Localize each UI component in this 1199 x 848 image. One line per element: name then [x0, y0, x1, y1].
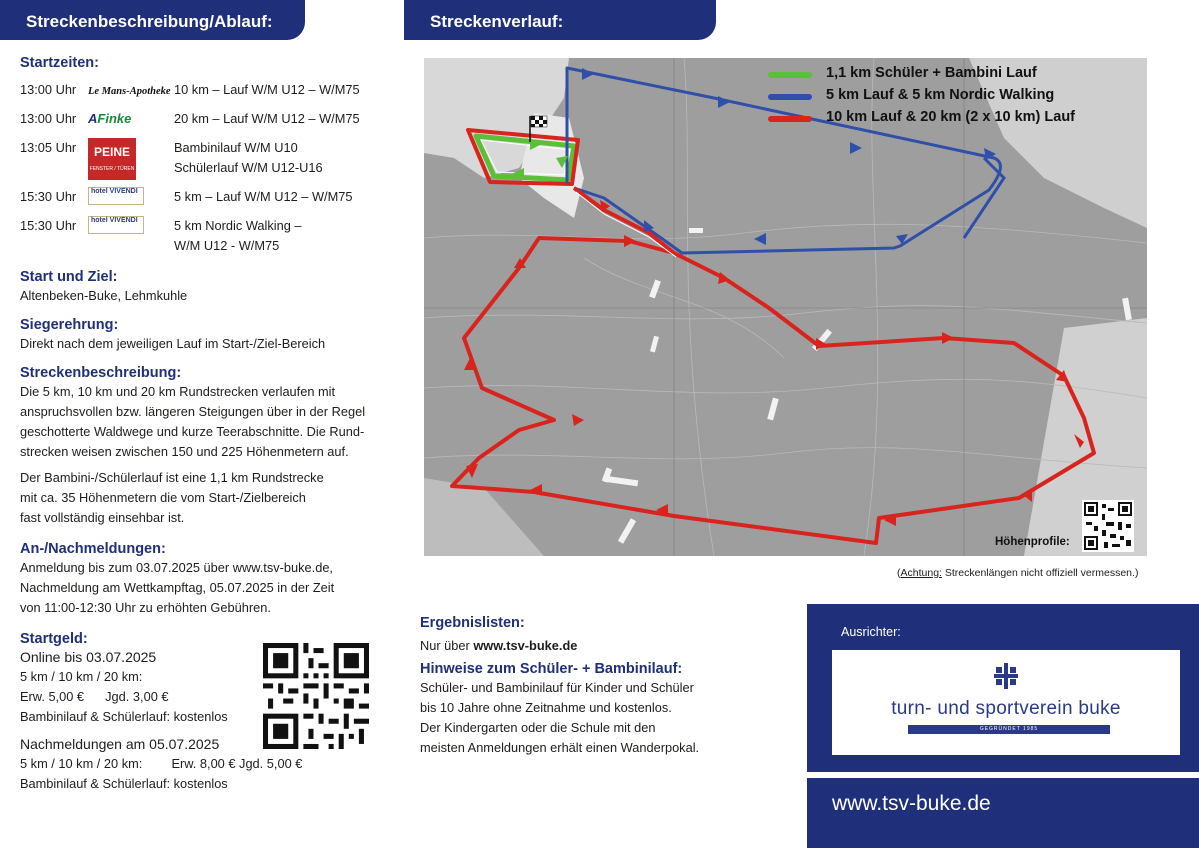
- heading-ergebnislisten: Ergebnislisten:: [420, 615, 525, 631]
- start-row: [20, 80, 400, 109]
- hinweise-text: [420, 678, 760, 758]
- text-line: Nachmeldung am Wettkampftag, 05.07.2025 in der Zeit: [20, 580, 335, 595]
- heading-startzeiten: Startzeiten:: [20, 55, 99, 71]
- legend-label: 1,1 km Schüler + Bambini Lauf: [826, 65, 1037, 81]
- section-header-streckenbeschreibung: [0, 0, 305, 40]
- ausrichter-label: Ausrichter:: [841, 625, 901, 639]
- start-time: 15:30 Uhr: [20, 189, 77, 204]
- ergebnislisten-text: [420, 636, 760, 656]
- start-row: [20, 216, 400, 262]
- ergebnislisten-link[interactable]: www.tsv-buke.de: [473, 638, 578, 653]
- section-header-streckenverlauf: [404, 0, 716, 40]
- note-text: Streckenlängen nicht offiziell vermessen.): [941, 567, 1139, 579]
- sponsor-logo-lemans: Le Mans-Apotheke: [88, 86, 171, 97]
- price-adult: Erw. 8,00 €: [171, 756, 236, 771]
- sponsor-logo-finke: AFinke: [88, 111, 132, 126]
- club-emblem-icon: [991, 663, 1021, 689]
- website-link[interactable]: www.tsv-buke.de: [832, 792, 991, 815]
- start-description-line: Bambinilauf W/M U10: [174, 140, 298, 155]
- legend-swatch-green: [768, 72, 812, 78]
- start-description: 10 km – Lauf W/M U12 – W/M75: [174, 82, 360, 97]
- hoehenprofile-label: Höhenprofile:: [995, 536, 1070, 548]
- ausrichter-box: [807, 604, 1199, 772]
- price-youth: Jgd. 5,00 €: [239, 756, 303, 771]
- price-adult: Erw. 5,00 €: [20, 689, 85, 704]
- start-description: [174, 216, 302, 256]
- text-line: bis 10 Jahre ohne Zeitnahme und kostenlos.: [420, 700, 672, 715]
- legend-label: 5 km Lauf & 5 km Nordic Walking: [826, 87, 1055, 103]
- club-logo: [832, 650, 1180, 755]
- qr-code-anmeldung[interactable]: [263, 643, 369, 749]
- text-line: mit ca. 35 Höhenmetern die vom Start-/Zielbereich: [20, 490, 306, 505]
- start-description: 20 km – Lauf W/M U12 – W/M75: [174, 111, 360, 126]
- qr-code-hoehenprofile-icon: [1082, 500, 1134, 552]
- start-row: [20, 109, 400, 138]
- startgeld-online-bambini: Bambinilauf & Schülerlauf: kostenlos: [20, 709, 228, 724]
- start-ziel-text: Altenbeken-Buke, Lehmkuhle: [20, 288, 188, 303]
- sponsor-name: Finke: [97, 111, 132, 126]
- sponsor-name: PEINE: [93, 145, 130, 159]
- start-description-line: Schülerlauf W/M U12-U16: [174, 160, 323, 175]
- anmeldung-text: [20, 558, 400, 618]
- heading-anmeldung: An-/Nachmeldungen:: [20, 541, 166, 557]
- text-line: von 11:00-12:30 Uhr zu erhöhten Gebühren.: [20, 600, 271, 615]
- legend-swatch-blue: [768, 94, 812, 100]
- text-line: geschotterte Waldwege und kurze Teerabschnitte. Die Rund-: [20, 424, 365, 439]
- text-line: Anmeldung bis zum 03.07.2025 über www.tsv-buke.de,: [20, 560, 333, 575]
- streckenbeschreibung-paragraph-1: [20, 382, 400, 462]
- ergebnislisten-section: [420, 614, 760, 758]
- club-name: turn- und sportverein buke: [891, 698, 1121, 719]
- start-description: [174, 138, 323, 178]
- startgeld-nach-line: 5 km / 10 km / 20 km:: [20, 756, 143, 771]
- map-note: [897, 567, 1138, 579]
- heading-hinweise: Hinweise zum Schüler- + Bambinilauf:: [420, 661, 683, 677]
- startgeld-online-title: Online bis 03.07.2025: [20, 649, 157, 665]
- heading-startgeld: Startgeld:: [20, 631, 88, 647]
- text-line: Der Bambini-/Schülerlauf ist eine 1,1 km Rundstrecke: [20, 470, 324, 485]
- text-line: Der Kindergarten oder die Schule mit den: [420, 720, 656, 735]
- qr-code-icon: [263, 643, 369, 749]
- price-youth: Jgd. 3,00 €: [105, 689, 169, 704]
- start-time: 13:00 Uhr: [20, 82, 77, 97]
- club-founded: GEGRÜNDET 1985: [908, 725, 1110, 734]
- section-header-text: Streckenbeschreibung/Ablauf:: [26, 12, 273, 31]
- sponsor-name: hotel VIVENDI: [91, 217, 138, 224]
- streckenbeschreibung-paragraph-2: [20, 468, 400, 528]
- startgeld-nach-prices: [20, 754, 400, 774]
- start-time: 15:30 Uhr: [20, 218, 77, 233]
- legend-swatch-red: [768, 116, 812, 122]
- text-line: anspruchsvollen bzw. längeren Steigungen über in der Regel: [20, 404, 366, 419]
- text-line: fast vollständig einsehbar ist.: [20, 510, 185, 525]
- text-line: meisten Anmeldungen erhält einen Wanderpokal.: [420, 740, 700, 755]
- sponsor-logo-peine: [88, 138, 136, 180]
- start-description-line: W/M U12 - W/M75: [174, 238, 280, 253]
- route-map[interactable]: [424, 58, 1147, 556]
- text-line: Die 5 km, 10 km und 20 km Rundstrecken verlaufen mit: [20, 384, 336, 399]
- note-paren: (: [897, 567, 901, 579]
- sponsor-name: hotel VIVENDI: [91, 188, 138, 195]
- route-map-graphic: [424, 58, 1147, 556]
- start-description: 5 km – Lauf W/M U12 – W/M75: [174, 189, 353, 204]
- sponsor-logo-hotel-vivendi: [88, 216, 144, 234]
- legend-label: 10 km Lauf & 20 km (2 x 10 km) Lauf: [826, 109, 1076, 125]
- heading-streckenbeschreibung: Streckenbeschreibung:: [20, 365, 182, 381]
- start-time: 13:05 Uhr: [20, 140, 77, 155]
- heading-start-ziel: Start und Ziel:: [20, 269, 118, 285]
- text-prefix: Nur über: [420, 638, 474, 653]
- section-header-text: Streckenverlauf:: [430, 12, 564, 31]
- sponsor-subtitle: FENSTER / TÜREN: [89, 166, 135, 172]
- startgeld-nach-title: Nachmeldungen am 05.07.2025: [20, 736, 220, 752]
- sponsor-logo-hotel-vivendi: [88, 187, 144, 205]
- start-description-line: 5 km Nordic Walking –: [174, 218, 302, 233]
- text-line: Schüler- und Bambinilauf für Kinder und Schüler: [420, 680, 694, 695]
- siegerehrung-text: Direkt nach dem jeweiligen Lauf im Start-/Ziel-Bereich: [20, 336, 326, 351]
- startgeld-nach-bambini: Bambinilauf & Schülerlauf: kostenlos: [20, 776, 228, 791]
- website-box: [807, 778, 1199, 848]
- note-warning: Achtung:: [900, 567, 942, 579]
- text-line: strecken weisen zwischen 150 und 225 Höhenmetern auf.: [20, 444, 349, 459]
- heading-siegerehrung: Siegerehrung:: [20, 317, 119, 333]
- start-row: [20, 138, 400, 187]
- start-row: [20, 187, 400, 216]
- start-time: 13:00 Uhr: [20, 111, 77, 126]
- startgeld-online-line: 5 km / 10 km / 20 km:: [20, 669, 143, 684]
